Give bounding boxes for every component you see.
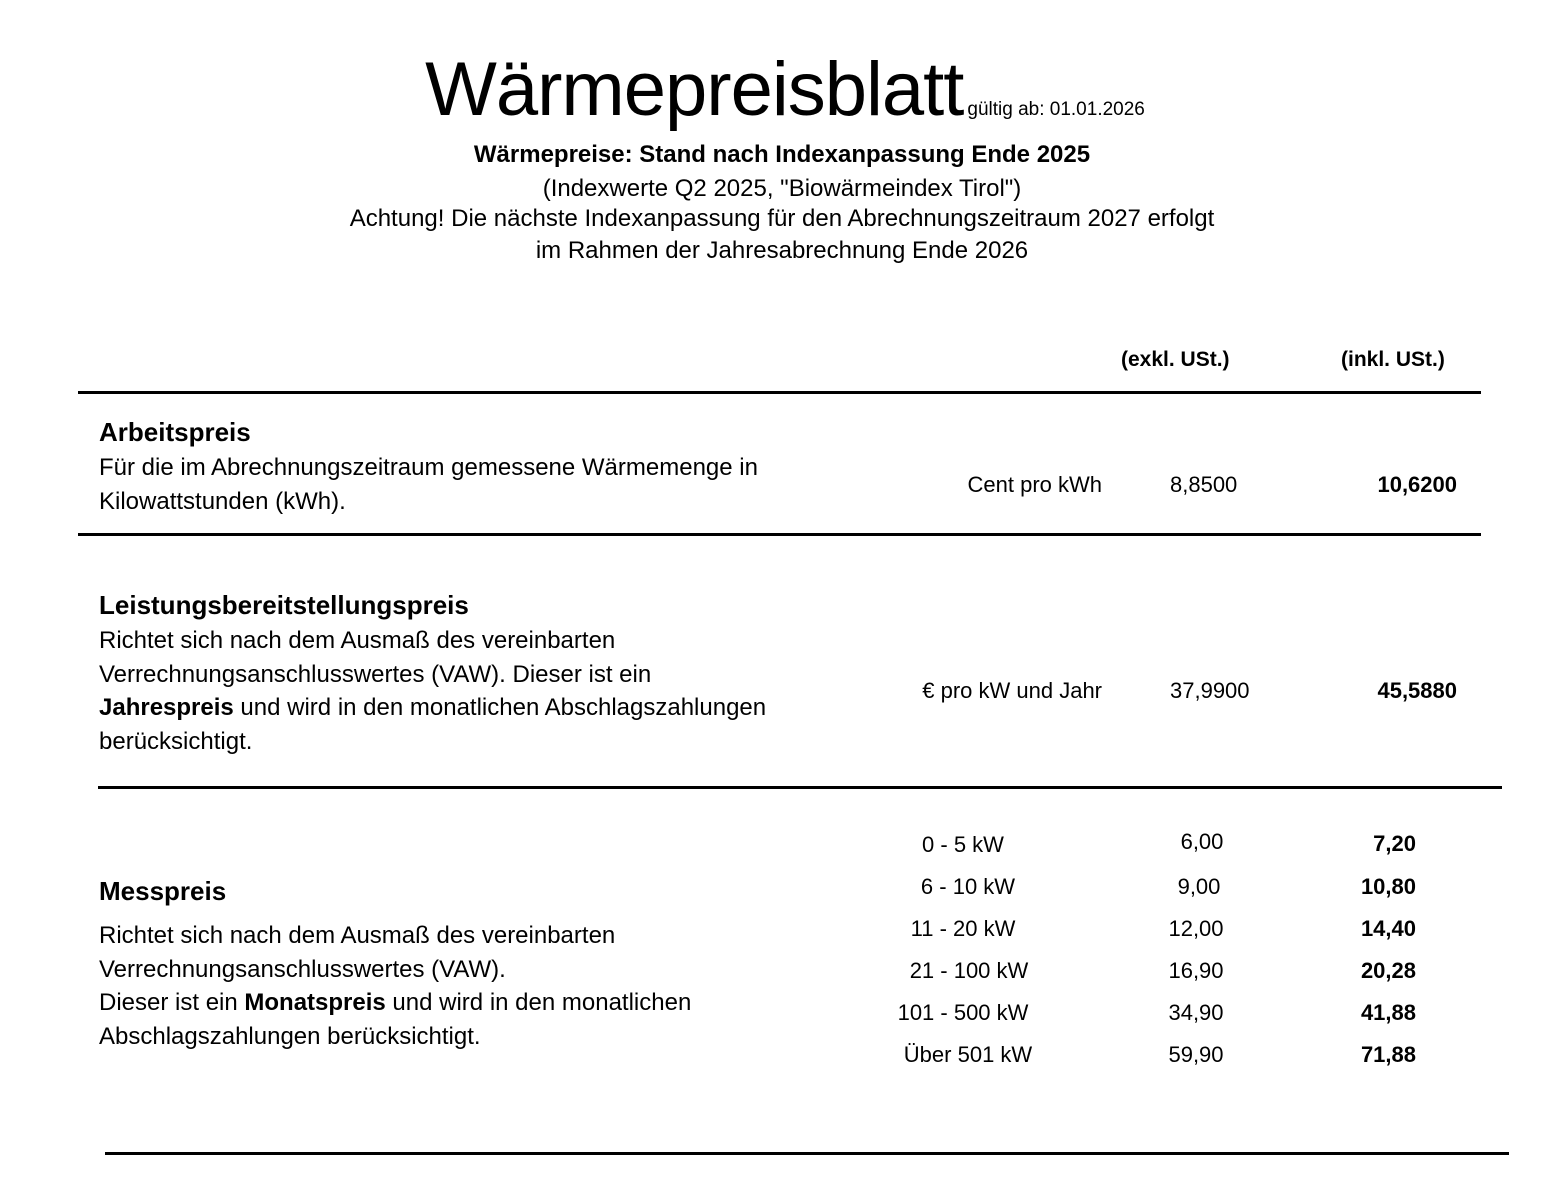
arbeitspreis-excl: 8,8500 (1170, 472, 1238, 497)
title-block (0, 47, 1564, 132)
tier-range: 6 - 10 kW (920, 874, 1016, 899)
tier-incl: 7,20 (1373, 831, 1416, 856)
divider (78, 533, 1481, 536)
divider (105, 1152, 1509, 1155)
tier-excl: 12,00 (1168, 916, 1224, 941)
subtitle: Wärmepreise: Stand nach Indexanpassung Ende 2025 (473, 141, 1091, 168)
tier-incl: 10,80 (1360, 874, 1416, 899)
arbeitspreis-incl: 10,6200 (1377, 472, 1457, 497)
leistung-excl: 37,9900 (1170, 678, 1250, 703)
tier-range: Über 501 kW (903, 1042, 1033, 1067)
arbeitspreis-unit: Cent pro kWh (967, 472, 1102, 497)
leistung-desc-rest: und wird in den monatlichen Abschlagszahlungen (233, 694, 767, 721)
leistung-incl: 45,5880 (1377, 678, 1457, 703)
index-note: (Indexwerte Q2 2025, "Biowärmeindex Tirol") (542, 175, 1022, 202)
arbeitspreis-desc-line: Kilowattstunden (kWh). (99, 487, 346, 515)
tier-range: 101 - 500 kW (897, 1000, 1029, 1025)
notice-line-2: im Rahmen der Jahresabrechnung Ende 2026 (535, 237, 1029, 264)
leistung-desc-bold: Jahrespreis (99, 694, 234, 721)
arbeitspreis-title: Arbeitspreis (99, 417, 251, 447)
messpreis-desc-pre: Dieser ist ein (99, 989, 245, 1016)
messpreis-description (99, 919, 691, 1053)
leistung-desc-line: Verrechnungsanschlusswertes (VAW). Dieser ist ein (99, 660, 652, 688)
tier-range: 0 - 5 kW (922, 832, 1004, 857)
tier-incl: 41,88 (1360, 1000, 1416, 1025)
messpreis-desc-line (99, 986, 691, 1020)
leistung-desc-line: Richtet sich nach dem Ausmaß des vereinbarten (99, 627, 616, 654)
tier-incl: 20,28 (1360, 958, 1416, 983)
arbeitspreis-desc-line: Für die im Abrechnungszeitraum gemessene Wärmemenge in (99, 454, 758, 481)
tier-excl: 59,90 (1168, 1042, 1224, 1067)
notice-line-1: Achtung! Die nächste Indexanpassung für den Abrechnungszeitraum 2027 erfolgt (349, 205, 1215, 232)
messpreis-title: Messpreis (99, 876, 227, 906)
leistung-title: Leistungsbereitstellungspreis (99, 590, 469, 620)
tier-incl: 71,88 (1360, 1042, 1416, 1067)
divider (78, 391, 1481, 394)
leistung-desc-line: berücksichtigt. (99, 727, 253, 755)
leistung-description (99, 624, 766, 758)
messpreis-desc-line: Verrechnungsanschlusswertes (VAW). (99, 955, 506, 983)
tier-excl: 6,00 (1180, 829, 1224, 854)
arbeitspreis-description (99, 451, 758, 518)
divider (98, 786, 1502, 789)
messpreis-desc-line: Abschlagszahlungen berücksichtigt. (99, 1022, 481, 1050)
leistung-desc-line (99, 691, 766, 725)
tier-range: 21 - 100 kW (909, 958, 1029, 983)
messpreis-desc-line: Richtet sich nach dem Ausmaß des vereinbarten (99, 922, 616, 949)
column-header-excl: (exkl. USt.) (1121, 348, 1230, 371)
tier-excl: 34,90 (1168, 1000, 1224, 1025)
column-header-incl: (inkl. USt.) (1341, 348, 1445, 371)
leistung-unit: € pro kW und Jahr (922, 678, 1102, 703)
tier-incl: 14,40 (1360, 916, 1416, 941)
tier-range: 11 - 20 kW (910, 916, 1016, 941)
messpreis-desc-rest: und wird in den monatlichen (385, 989, 692, 1016)
page-title: Wärmepreisblatt (425, 47, 964, 132)
messpreis-desc-bold: Monatspreis (244, 989, 386, 1016)
tier-excl: 9,00 (1177, 874, 1221, 899)
valid-from: gültig ab: 01.01.2026 (967, 99, 1145, 120)
tier-excl: 16,90 (1168, 958, 1224, 983)
